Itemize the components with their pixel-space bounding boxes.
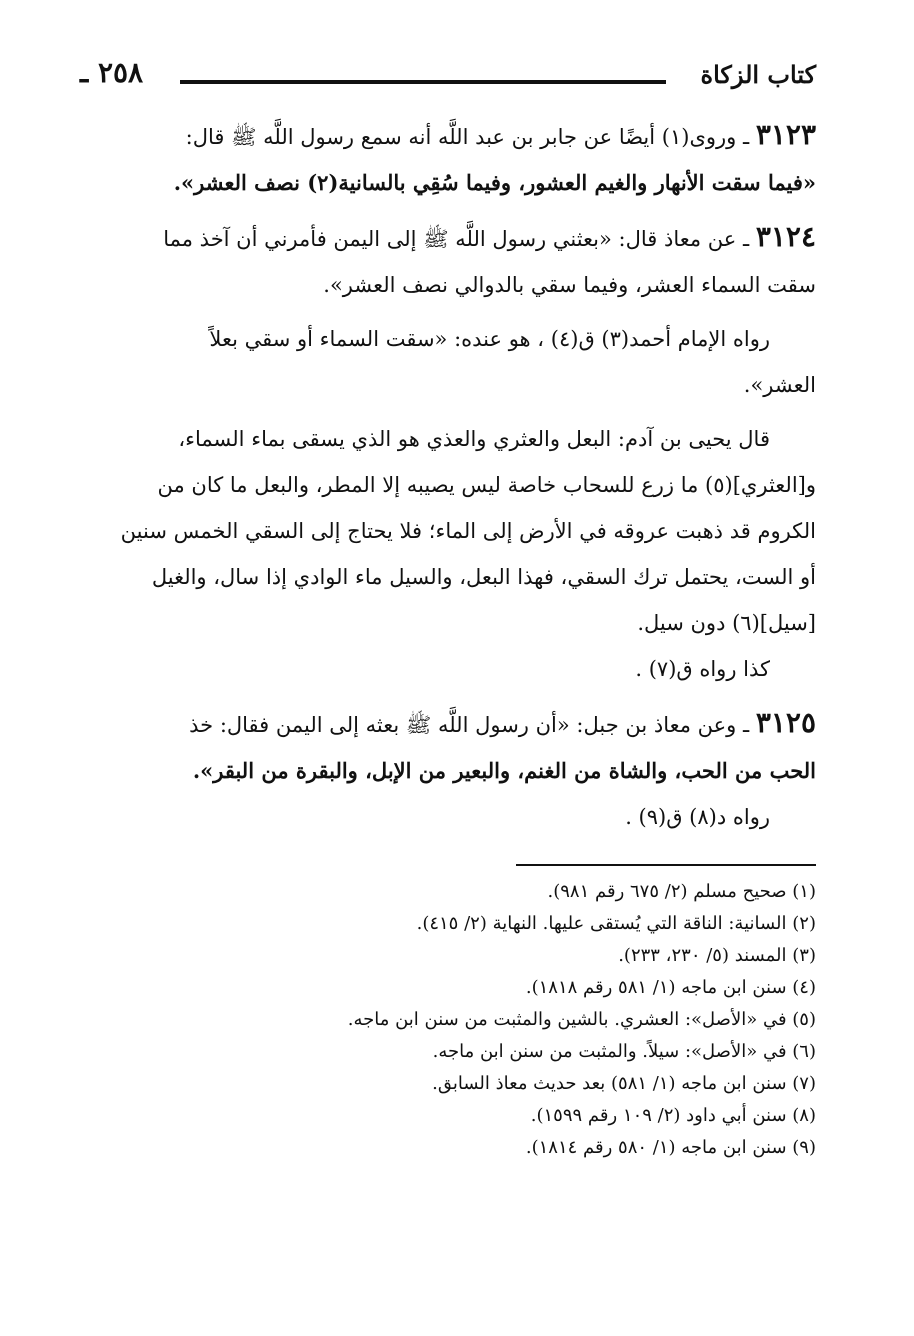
- footnote: (٢) السانية: الناقة التي يُستقى عليها. النهاية (٢/ ٤١٥).: [416, 913, 816, 934]
- footnote: (٧) سنن ابن ماجه (١/ ٥٨١) بعد حديث معاذ السابق.: [432, 1073, 816, 1094]
- hadith-number: ٣١٢٣: [755, 118, 816, 151]
- hadith-3123: [80, 112, 816, 206]
- text-line: «فيما سقت الأنهار والغيم العشور، وفيما سُقِي بالسانية(٢) نصف العشر».: [173, 170, 816, 195]
- text-line: رواه الإمام أحمد(٣) ق(٤) ، هو عنده: «سقت السماء أو سقي بعلاً: [209, 327, 770, 351]
- footnote: (٥) في «الأصل»: العشري. بالشين والمثبت من سنن ابن ماجه.: [347, 1009, 816, 1030]
- hadith-3124: [80, 214, 816, 308]
- chapter-title: كتاب الزكاة: [700, 60, 816, 89]
- footnote-rule: [516, 864, 816, 866]
- yahya-commentary: [80, 416, 816, 692]
- text-line: [سيل](٦) دون سيل.: [637, 611, 816, 635]
- text-line: و[العثري](٥) ما زرع للسحاب خاصة ليس يصيبه إلا المطر، والبعل ما كان من: [157, 473, 816, 497]
- footnote: (٤) سنن ابن ماجه (١/ ٥٨١ رقم ١٨١٨).: [525, 977, 816, 998]
- text-line: الحب من الحب، والشاة من الغنم، والبعير من الإبل، والبقرة من البقر».: [192, 758, 816, 783]
- text-line: رواه د(٨) ق(٩) .: [625, 805, 770, 829]
- text-line: العشر».: [743, 373, 816, 397]
- text-line: كذا رواه ق(٧) .: [635, 657, 770, 681]
- text-line: ـ عن معاذ قال: «بعثني رسول اللَّه ﷺ إلى اليمن فأمرني أن آخذ مما: [163, 227, 750, 251]
- hadith-number: ٣١٢٤: [755, 220, 816, 253]
- text-line: قال يحيى بن آدم: البعل والعثري والعذي هو الذي يسقى بماء السماء،: [178, 427, 770, 451]
- hadith-3125: [80, 700, 816, 840]
- header-rule: [180, 80, 666, 84]
- narration-3124: [80, 316, 816, 408]
- footnotes: [80, 864, 816, 1164]
- hadith-number: ٣١٢٥: [755, 706, 816, 739]
- text-line: أو الست، يحتمل ترك السقي، فهذا البعل، والسيل ماء الوادي إذا سال، والغيل: [151, 565, 816, 589]
- footnote: (٨) سنن أبي داود (٢/ ١٠٩ رقم ١٥٩٩).: [530, 1105, 816, 1126]
- footnote: (٦) في «الأصل»: سيلاً. والمثبت من سنن ابن ماجه.: [432, 1041, 816, 1062]
- running-header: [80, 56, 816, 96]
- footnote: (٩) سنن ابن ماجه (١/ ٥٨٠ رقم ١٨١٤).: [525, 1137, 816, 1158]
- text-line: ـ وروى(١) أيضًا عن جابر بن عبد اللَّه أنه سمع رسول اللَّه ﷺ قال:: [185, 125, 750, 149]
- footnote: (٣) المسند (٥/ ٢٣٠، ٢٣٣).: [618, 945, 816, 966]
- text-line: الكروم قد ذهبت عروقه في الأرض إلى الماء؛ فلا يحتاج إلى السقي الخمس سنين: [120, 519, 816, 543]
- footnote: (١) صحيح مسلم (٢/ ٦٧٥ رقم ٩٨١).: [547, 881, 816, 902]
- text-line: ـ وعن معاذ بن جبل: «أن رسول اللَّه ﷺ بعثه إلى اليمن فقال: خذ: [189, 713, 750, 737]
- page-body: [80, 56, 816, 1158]
- text-line: سقت السماء العشر، وفيما سقي بالدوالي نصف العشر».: [323, 273, 816, 297]
- page-number: ٢٥٨ ـ: [80, 56, 144, 89]
